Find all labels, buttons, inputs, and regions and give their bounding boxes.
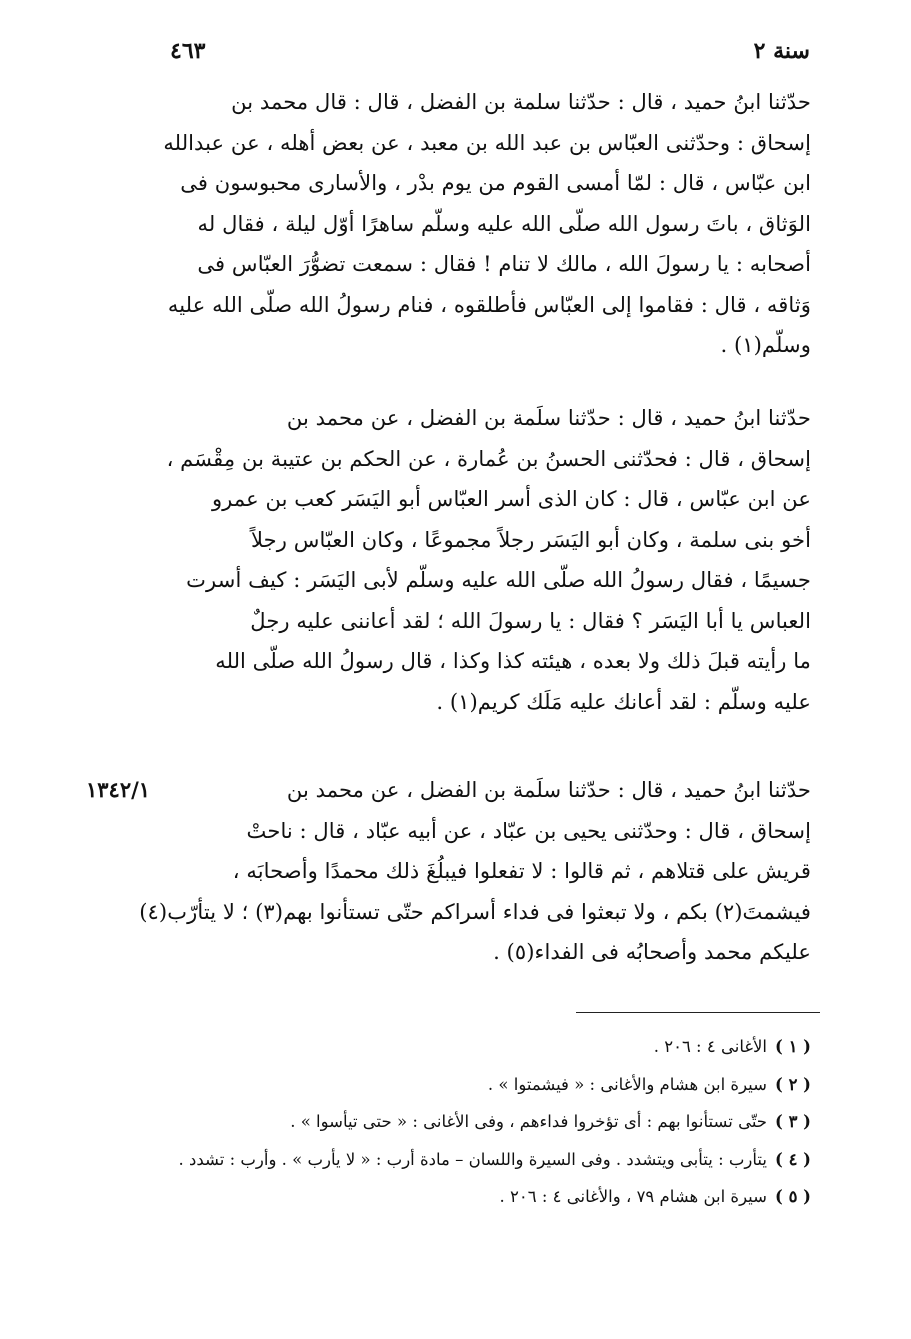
footnote-5 [166,1178,811,1216]
paragraph-3 [139,770,811,973]
footnote-text: سيرة ابن هشام والأغانى : « فيشمتوا » . [487,1074,767,1094]
footnote-number: ( ٢ ) [775,1074,811,1094]
text-line: وسلّم(١) . [720,332,811,357]
text-line: الوَثاق ، باتَ رسول الله صلّى الله عليه وسلّم ساهرًا أوّل ليلة ، فقال له [197,210,811,236]
text-line: حدّثنا ابنُ حميد ، قال : حدّثنا سلَمة بن الفضل ، عن محمد بن [286,405,811,430]
text-line: عن ابن عبّاس ، قال : كان الذى أسر العبّاس أبو اليَسَر كعب بن عمرو [211,486,811,511]
page-number: ٤٦٣ [170,38,206,64]
text-line: أصحابه : يا رسولَ الله ، مالك لا تنام ! فقال : سمعت تضوُّرَ العبّاس فى [197,251,811,276]
footnote-text: يتأرب : يتأبى ويتشدد . وفى السيرة واللسان – مادة أرب : « لا يأرب » . وأرب : تشدد . [178,1149,767,1169]
footnote-2 [166,1066,811,1104]
margin-reference: ١٣٤٢/١ [86,777,151,802]
footnote-number: ( ٤ ) [775,1149,811,1169]
text-line: حدّثنا ابنُ حميد ، قال : حدّثنا سلمة بن الفضل ، قال : قال محمد بن [231,89,811,114]
footnotes [166,1028,811,1216]
text-line: جسيمًا ، فقال رسولُ الله صلّى الله عليه وسلّم لأبى اليَسَر : كيف أسرت [186,567,811,592]
footnote-3 [166,1103,811,1141]
footnote-text: سيرة ابن هشام ٧٩ ، والأغانى ٤ : ٢٠٦ . [499,1187,767,1206]
footnote-number: ( ١ ) [775,1037,811,1056]
text-line: عليه وسلّم : لقد أعانك عليه مَلَك كريم(١) . [436,688,811,714]
footnote-text: حتّى تستأنوا بهم : أى تؤخروا فداءهم ، وفى الأغانى : « حتى تيأسوا » . [290,1112,767,1131]
year-label: سنة ٢ [753,38,810,64]
footnote-1 [166,1028,811,1066]
running-head [170,34,810,68]
text-line: فيشمتَ(٢) بكم ، ولا تبعثوا فى فداء أسراكم حتّى تستأنوا بهم(٣) ؛ لا يتأرّب(٤) [139,898,811,924]
footnote-text: الأغانى ٤ : ٢٠٦ . [653,1037,767,1056]
text-line: أخو بنى سلمة ، وكان أبو اليَسَر رجلاً مجموعًا ، وكان العبّاس رجلاً [250,526,811,552]
footnote-number: ( ٥ ) [775,1187,811,1206]
text-line: عليكم محمد وأصحابُه فى الفداء(٥) . [493,939,811,964]
text-line: قريش على قتلاهم ، ثم قالوا : لا تفعلوا فيبلُغَ ذلك محمدًا وأصحابَه ، [232,858,811,883]
paragraph-1 [163,82,811,366]
footnote-4 [166,1141,811,1179]
footnote-number: ( ٣ ) [775,1112,811,1131]
text-line: العباس يا أبا اليَسَر ؟ فقال : يا رسولَ الله ؛ لقد أعاننى عليه رجلٌ [250,607,811,633]
text-line: إسحاق ، قال : فحدّثنى الحسنُ بن عُمارة ، عن الحكم بن عتيبة بن مِقْسَم ، [166,445,811,471]
text-line: وَثاقه ، قال : فقاموا إلى العبّاس فأطلقوه ، فنام رسولُ الله صلّى الله عليه [167,291,811,317]
text-line: حدّثنا ابنُ حميد ، قال : حدّثنا سلَمة بن الفضل ، عن محمد بن [286,777,811,802]
footnote-separator [576,1012,820,1013]
text-line: ابن عبّاس ، قال : لمّا أمسى القوم من يوم بدْر ، والأسارى محبوسون فى [180,170,811,195]
text-line: إسحاق : وحدّثنى العبّاس بن عبد الله بن معبد ، عن بعض أهله ، عن عبدالله [163,129,811,155]
paragraph-2 [166,398,811,722]
text-line: ما رأيته قبلَ ذلك ولا بعده ، هيئته كذا وكذا ، قال رسولُ الله صلّى الله [215,648,811,673]
text-line: إسحاق ، قال : وحدّثنى يحيى بن عبّاد ، عن أبيه عبّاد ، قال : ناحتْ [246,817,811,843]
